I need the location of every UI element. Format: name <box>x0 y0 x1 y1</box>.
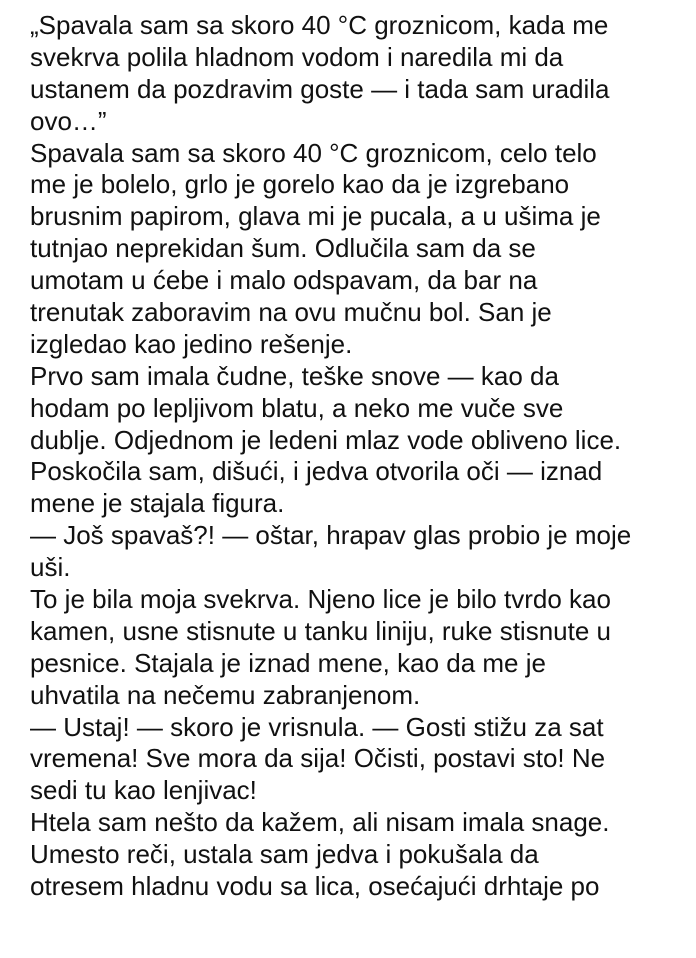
text-line: Spavala sam sa skoro 40 °C groznicom, celo telo <box>30 137 597 168</box>
text-line: „Spavala sam sa skoro 40 °C groznicom, kada me <box>30 10 609 40</box>
text-line: trenutak zaboravim na ovu mučnu bol. San je <box>30 297 552 328</box>
post-body <box>30 10 690 903</box>
text-line: Umesto reči, ustala sam jedva i pokušala da <box>30 839 539 870</box>
text-line: umotam u ćebe i malo odspavam, da bar na <box>30 265 538 296</box>
text-line: ovo…” <box>30 105 107 136</box>
text-line: Prvo sam imala čudne, teške snove — kao da <box>30 360 559 391</box>
text-line: uhvatila na nečemu zabranjenom. <box>30 679 421 710</box>
text-line: — Još spavaš?! — oštar, hrapav glas probio je moje <box>30 520 632 551</box>
text-line: me je bolelo, grlo je gorelo kao da je izgrebano <box>30 169 570 200</box>
text-line: kamen, usne stisnute u tanku liniju, ruke stisnute u <box>30 615 611 646</box>
text-line: otresem hladnu vodu sa lica, osećajući drhtaje po <box>30 871 600 902</box>
text-line: svekrva polila hladnom vodom i naredila mi da <box>30 41 564 72</box>
text-line: dublje. Odjednom je ledeni mlaz vode obliveno lice. <box>30 424 622 455</box>
text-line: Poskočila sam, dišući, i jedva otvorila oči — iznad <box>30 456 603 487</box>
text-line: mene je stajala figura. <box>30 488 285 519</box>
text-line: vremena! Sve mora da sija! Očisti, postavi sto! Ne <box>30 743 606 774</box>
text-line: To je bila moja svekrva. Njeno lice je bilo tvrdo kao <box>30 584 611 615</box>
text-line: hodam po lepljivom blatu, a neko me vuče sve <box>30 392 564 423</box>
text-line: Htela sam nešto da kažem, ali nisam imala snage. <box>30 807 610 838</box>
text-line: izgledao kao jedino rešenje. <box>30 328 353 359</box>
text-line: — Ustaj! — skoro je vrisnula. — Gosti stižu za sat <box>30 711 604 742</box>
text-line: pesnice. Stajala je iznad mene, kao da me je <box>30 647 546 678</box>
text-line: brusnim papirom, glava mi je pucala, a u ušima je <box>30 201 601 232</box>
text-line: uši. <box>30 552 71 583</box>
text-line: sedi tu kao lenjivac! <box>30 775 257 806</box>
text-line: tutnjao neprekidan šum. Odlučila sam da se <box>30 233 536 264</box>
text-line: ustanem da pozdravim goste — i tada sam uradila <box>30 73 610 104</box>
